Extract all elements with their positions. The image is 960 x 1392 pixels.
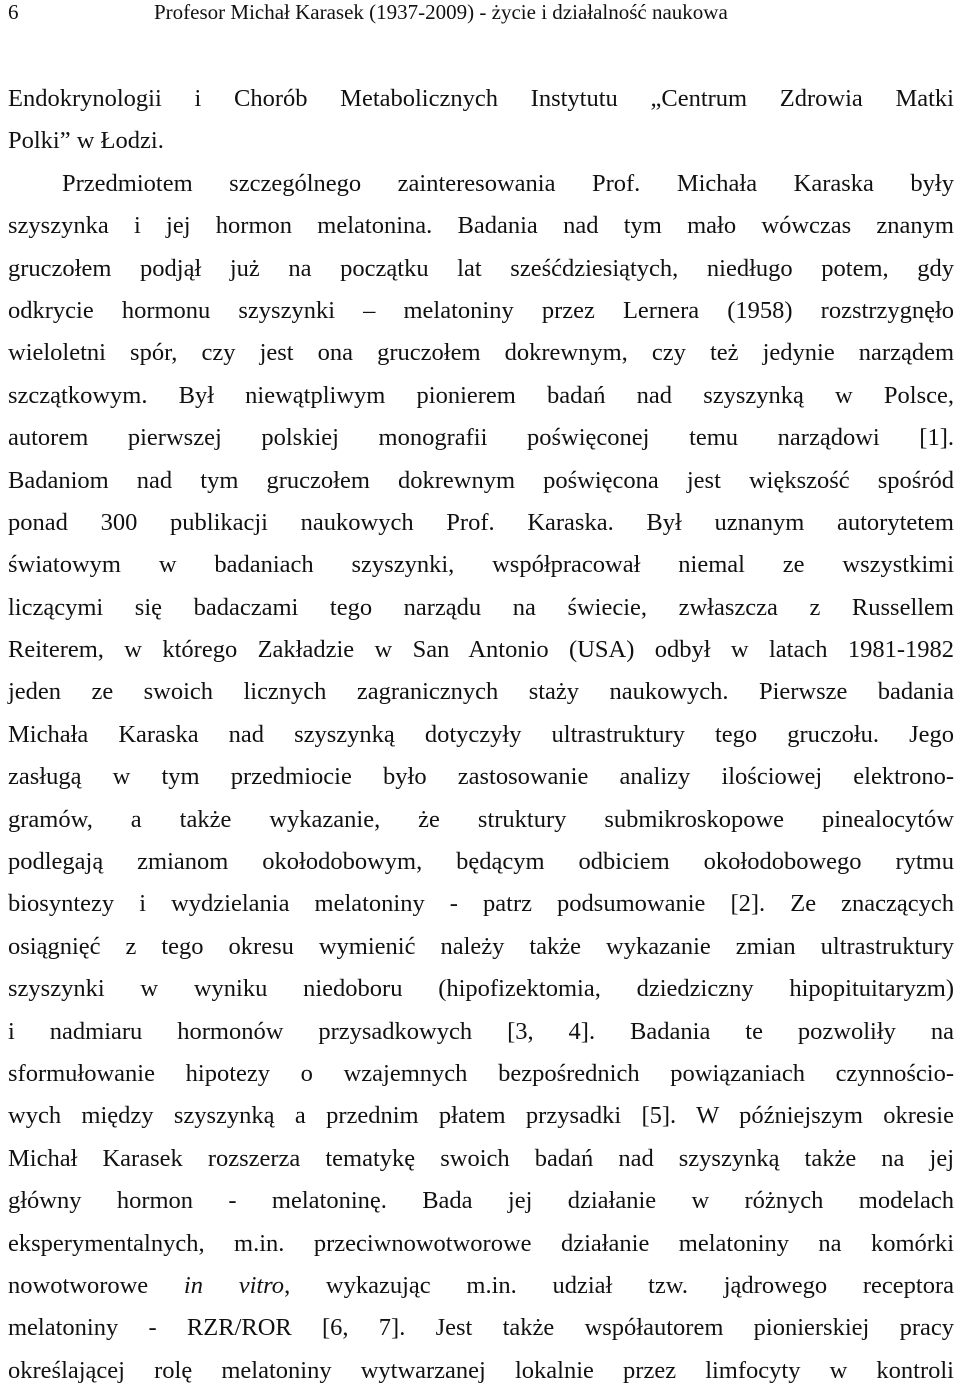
text-line: sformułowanie hipotezy o wzajemnych bezpośrednich powiązaniach czynnościo- <box>8 1059 954 1087</box>
text-line: wych między szyszynką a przednim płatem przysadki [5]. W późniejszym okresie <box>8 1102 954 1130</box>
text-line: określającej rolę melatoniny wytwarzanej lokalnie przez limfocyty w kontroli <box>8 1356 954 1384</box>
text-line: szyszynka i jej hormon melatonina. Badania nad tym mało wówczas znanym <box>8 212 954 240</box>
text-line <box>8 1265 954 1307</box>
page-number: 6 <box>8 0 19 24</box>
text-line: autorem pierwszej polskiej monografii poświęconej temu narządowi [1]. <box>8 424 954 452</box>
text-line: osiągnięć z tego okresu wymienić należy także wykazanie zmian ultrastruktury <box>8 932 954 960</box>
text-line: Reiterem, w którego Zakładzie w San Antonio (USA) odbył w latach 1981-1982 <box>8 636 954 664</box>
text-line: odkrycie hormonu szyszynki – melatoniny przez Lernera (1958) rozstrzygnęło <box>8 296 954 324</box>
running-title: Profesor Michał Karasek (1937-2009) - życie i działalność naukowa <box>154 0 728 24</box>
text-line: i nadmiaru hormonów przysadkowych [3, 4]. Badania te pozwoliły na <box>8 1017 954 1045</box>
text-line: gruczołem podjął już na początku lat sześćdziesiątych, niedługo potem, gdy <box>8 254 954 282</box>
text-line: Badaniom nad tym gruczołem dokrewnym poświęcona jest większość spośród <box>8 466 954 494</box>
text-line: jeden ze swoich licznych zagranicznych staży naukowych. Pierwsze badania <box>8 678 954 706</box>
text-line: eksperymentalnych, m.in. przeciwnowotworowe działanie melatoniny na komórki <box>8 1229 954 1257</box>
page-header <box>8 0 952 30</box>
text-line: biosyntezy i wydzielania melatoniny - patrz podsumowanie [2]. Ze znaczących <box>8 890 954 918</box>
text-line: Przedmiotem szczególnego zainteresowania Prof. Michała Karaska były <box>62 169 954 197</box>
text-line: światowym w badaniach szyszynki, współpracował niemal ze wszystkimi <box>8 551 954 579</box>
text-line: szyszynki w wyniku niedoboru (hipofizektomia, dziedziczny hipopituitaryzm) <box>8 975 954 1003</box>
text-segment: , wykazując m.in. udział tzw. jądrowego receptora <box>284 1271 954 1299</box>
body-text <box>8 78 954 1392</box>
text-line: gramów, a także wykazanie, że struktury submikroskopowe pinealocytów <box>8 805 954 833</box>
text-line: podlegają zmianom okołodobowym, będącym odbiciem okołodobowego rytmu <box>8 848 954 876</box>
text-line: Endokrynologii i Chorób Metabolicznych Instytutu „Centrum Zdrowia Matki <box>8 85 954 112</box>
text-line: melatoniny - RZR/ROR [6, 7]. Jest także współautorem pionierskiej pracy <box>8 1314 954 1342</box>
text-line: wieloletni spór, czy jest ona gruczołem dokrewnym, czy też jedynie narządem <box>8 339 954 367</box>
text-line: Polki” w Łodzi. <box>8 127 164 155</box>
text-line: Michała Karaska nad szyszynką dotyczyły ultrastruktury tego gruczołu. Jego <box>8 720 954 748</box>
text-line: szczątkowym. Był niewątpliwym pionierem badań nad szyszynką w Polsce, <box>8 381 954 409</box>
text-line: liczącymi się badaczami tego narządu na świecie, zwłaszcza z Russellem <box>8 593 954 621</box>
text-line: główny hormon - melatoninę. Bada jej działanie w różnych modelach <box>8 1187 954 1215</box>
text-segment: nowotworowe <box>8 1271 184 1299</box>
text-line: Michał Karasek rozszerza tematykę swoich badań nad szyszynką także na jej <box>8 1144 954 1172</box>
text-line: zasługą w tym przedmiocie było zastosowanie analizy ilościowej elektrono- <box>8 763 954 791</box>
text-line: ponad 300 publikacji naukowych Prof. Karaska. Był uznanym autorytetem <box>8 508 954 536</box>
italic-term: in vitro <box>183 1271 285 1299</box>
